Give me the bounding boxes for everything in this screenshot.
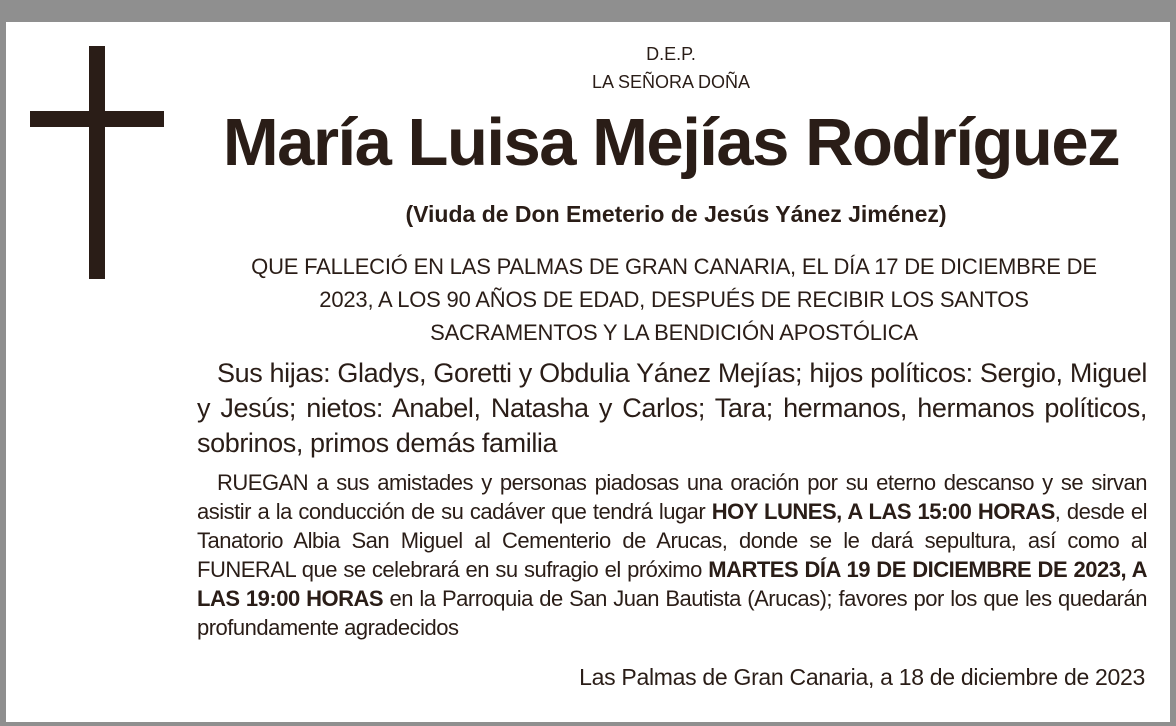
funeral-request-paragraph — [197, 468, 1147, 642]
obituary-notice — [6, 22, 1170, 722]
dep-heading: D.E.P. — [646, 44, 696, 64]
widow-of-line: (Viuda de Don Emeterio de Jesús Yánez Jiménez) — [405, 201, 947, 227]
cross-horizontal-bar — [30, 111, 164, 127]
ruegan-text: , desde el Tanatorio Albia San Miguel al Cementerio de Arucas, donde se le dará sepultura, así como al FUNERAL que se celebrará en su sufragio el próximo — [197, 499, 1147, 582]
ruegan-text: RUEGAN a sus amistades y personas piadosas una oración por su eterno descanso y se sirvan asistir a la conducción de su cadáver que tendrá lugar — [197, 470, 1147, 524]
cross-vertical-bar — [89, 46, 105, 279]
funeral-time: MARTES DÍA 19 DE DICIEMBRE DE 2023, A LAS 19:00 HORAS — [197, 557, 1147, 611]
burial-time: HOY LUNES, A LAS 15:00 HORAS — [711, 499, 1055, 524]
deceased-name: María Luisa Mejías Rodríguez — [222, 105, 1120, 180]
death-line: SACRAMENTOS Y LA BENDICIÓN APOSTÓLICA — [430, 320, 918, 345]
place-date-signoff: Las Palmas de Gran Canaria, a 18 de diciembre de 2023 — [579, 664, 1145, 690]
death-announcement — [202, 250, 1146, 349]
death-line: QUE FALLECIÓ EN LAS PALMAS DE GRAN CANARIA, EL DÍA 17 DE DICIEMBRE DE — [251, 254, 1097, 279]
death-line: 2023, A LOS 90 AÑOS DE EDAD, DESPUÉS DE RECIBIR LOS SANTOS — [319, 287, 1029, 312]
family-paragraph: Sus hijas: Gladys, Goretti y Obdulia Yánez Mejías; hijos políticos: Sergio, Miguel y Jesús; nietos: Anabel, Natasha y Carlos; Tara; hermanos, hermanos políticos, sobrinos, primos demás familia — [197, 358, 1147, 458]
ruegan-text: en la Parroquia de San Juan Bautista (Arucas); favores por los que les quedarán profundamente agradecidos — [197, 586, 1147, 640]
honorific-heading: LA SEÑORA DOÑA — [591, 72, 751, 92]
